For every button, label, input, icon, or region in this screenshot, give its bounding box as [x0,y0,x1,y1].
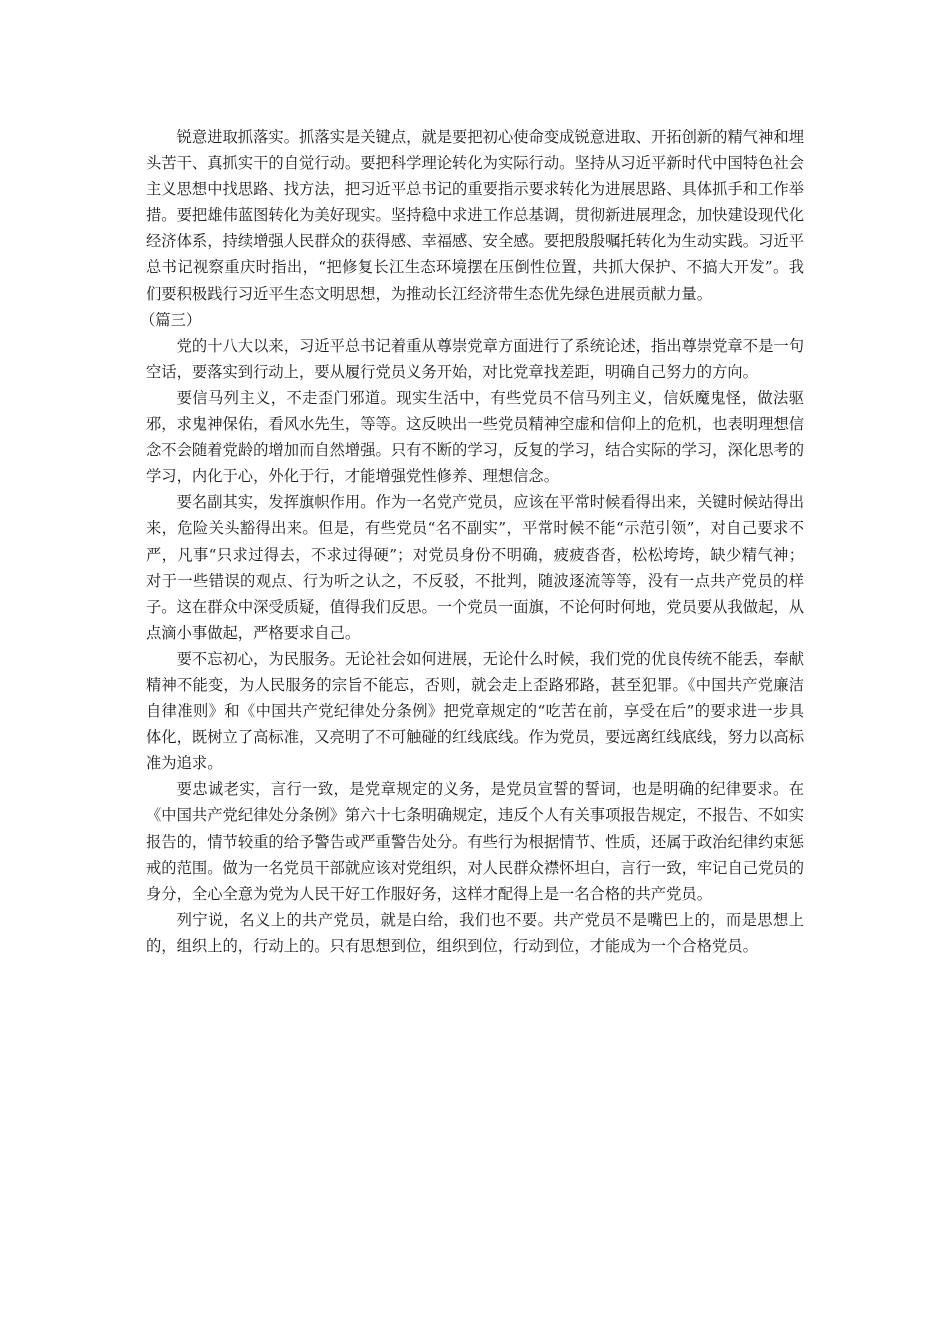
paragraph-3: 要名副其实，发挥旗帜作用。作为一名党产党员，应该在平常时候看得出来，关键时候站得出来，危险关头豁得出来。但是，有些党员“名不副实”，平常时候不能“示范引领”，对自己要求不严，凡事“只求过得去，不求过得硬”；对党员身份不明确，疲疲沓沓，松松垮垮，缺少精气神；对于一些错误的观点、行为听之认之，不反驳，不批判，随波逐流等等，没有一点共产党员的样子。这在群众中深受质疑，值得我们反思。一个党员一面旗，不论何时何地，党员要从我做起，从点滴小事做起，严格要求自己。 [146,493,804,642]
paragraph-intro: 锐意进取抓落实。抓落实是关键点，就是要把初心使命变成锐意进取、开拓创新的精气神和埋头苦干、真抓实干的自觉行动。要把科学理论转化为实际行动。坚持从习近平新时代中国特色社会主义思想中找思路、找方法，把习近平总书记的重要指示要求转化为进展思路、具体抓手和工作举措。要把雄伟蓝图转化为美好现实。坚持稳中求进工作总基调，贯彻新进展理念，加快建设现代化经济体系，持续增强人民群众的获得感、幸福感、安全感。要把殷殷嘱托转化为生动实践。习近平总书记视察重庆时指出，“把修复长江生态环境摆在压倒性位置，共抓大保护、不搞大开发”。我们要积极践行习近平生态文明思想，为推动长江经济带生态优先绿色进展贡献力量。 [146,128,804,303]
paragraph-1: 党的十八大以来，习近平总书记着重从尊崇党章方面进行了系统论述，指出尊崇党章不是一句空话，要落实到行动上，要从履行党员义务开始，对比党章找差距，明确自己努力的方向。 [146,336,804,381]
section-heading: （篇三） [140,310,202,329]
paragraph-2: 要信马列主义，不走歪门邪道。现实生活中，有些党员不信马列主义，信妖魔鬼怪，做法驱邪，求鬼神保佑，看风水先生，等等。这反映出一些党员精神空虚和信仰上的危机，也表明理想信念不会随着党龄的增加而自然增强。只有不断的学习，反复的学习，结合实际的学习，深化思考的学习，内化于心，外化于行，才能增强党性修养、理想信念。 [146,388,804,486]
document-body [140,124,804,959]
paragraph-5: 要忠诚老实，言行一致，是党章规定的义务，是党员宣誓的誓词，也是明确的纪律要求。在《中国共产党纪律处分条例》第六十七条明确规定，违反个人有关事项报告规定，不报告、不如实报告的，情节较重的给予警告或严重警告处分。有些行为根据情节、性质，还属于政治纪律约束惩戒的范围。做为一名党员干部就应该对党组织，对人民群众襟怀坦白，言行一致，牢记自己党员的身分，全心全意为党为人民干好工作服好务，这样才配得上是一名合格的共产党员。 [146,780,804,903]
paragraph-4: 要不忘初心，为民服务。无论社会如何进展，无论什么时候，我们党的优良传统不能丢，奉献精神不能变，为人民服务的宗旨不能忘，否则，就会走上歪路邪路，甚至犯罪。《中国共产党廉洁自律准则》和《中国共产党纪律处分条例》把党章规定的“吃苦在前，享受在后”的要求进一步具体化，既树立了高标准，又亮明了不可触碰的红线底线。作为党员，要远离红线底线，努力以高标准为追求。 [146,649,804,773]
paragraph-6: 列宁说，名义上的共产党员，就是白给，我们也不要。共产党员不是嘴巴上的，而是思想上的，组织上的，行动上的。只有思想到位，组织到位，行动到位，才能成为一个合格党员。 [146,910,804,955]
